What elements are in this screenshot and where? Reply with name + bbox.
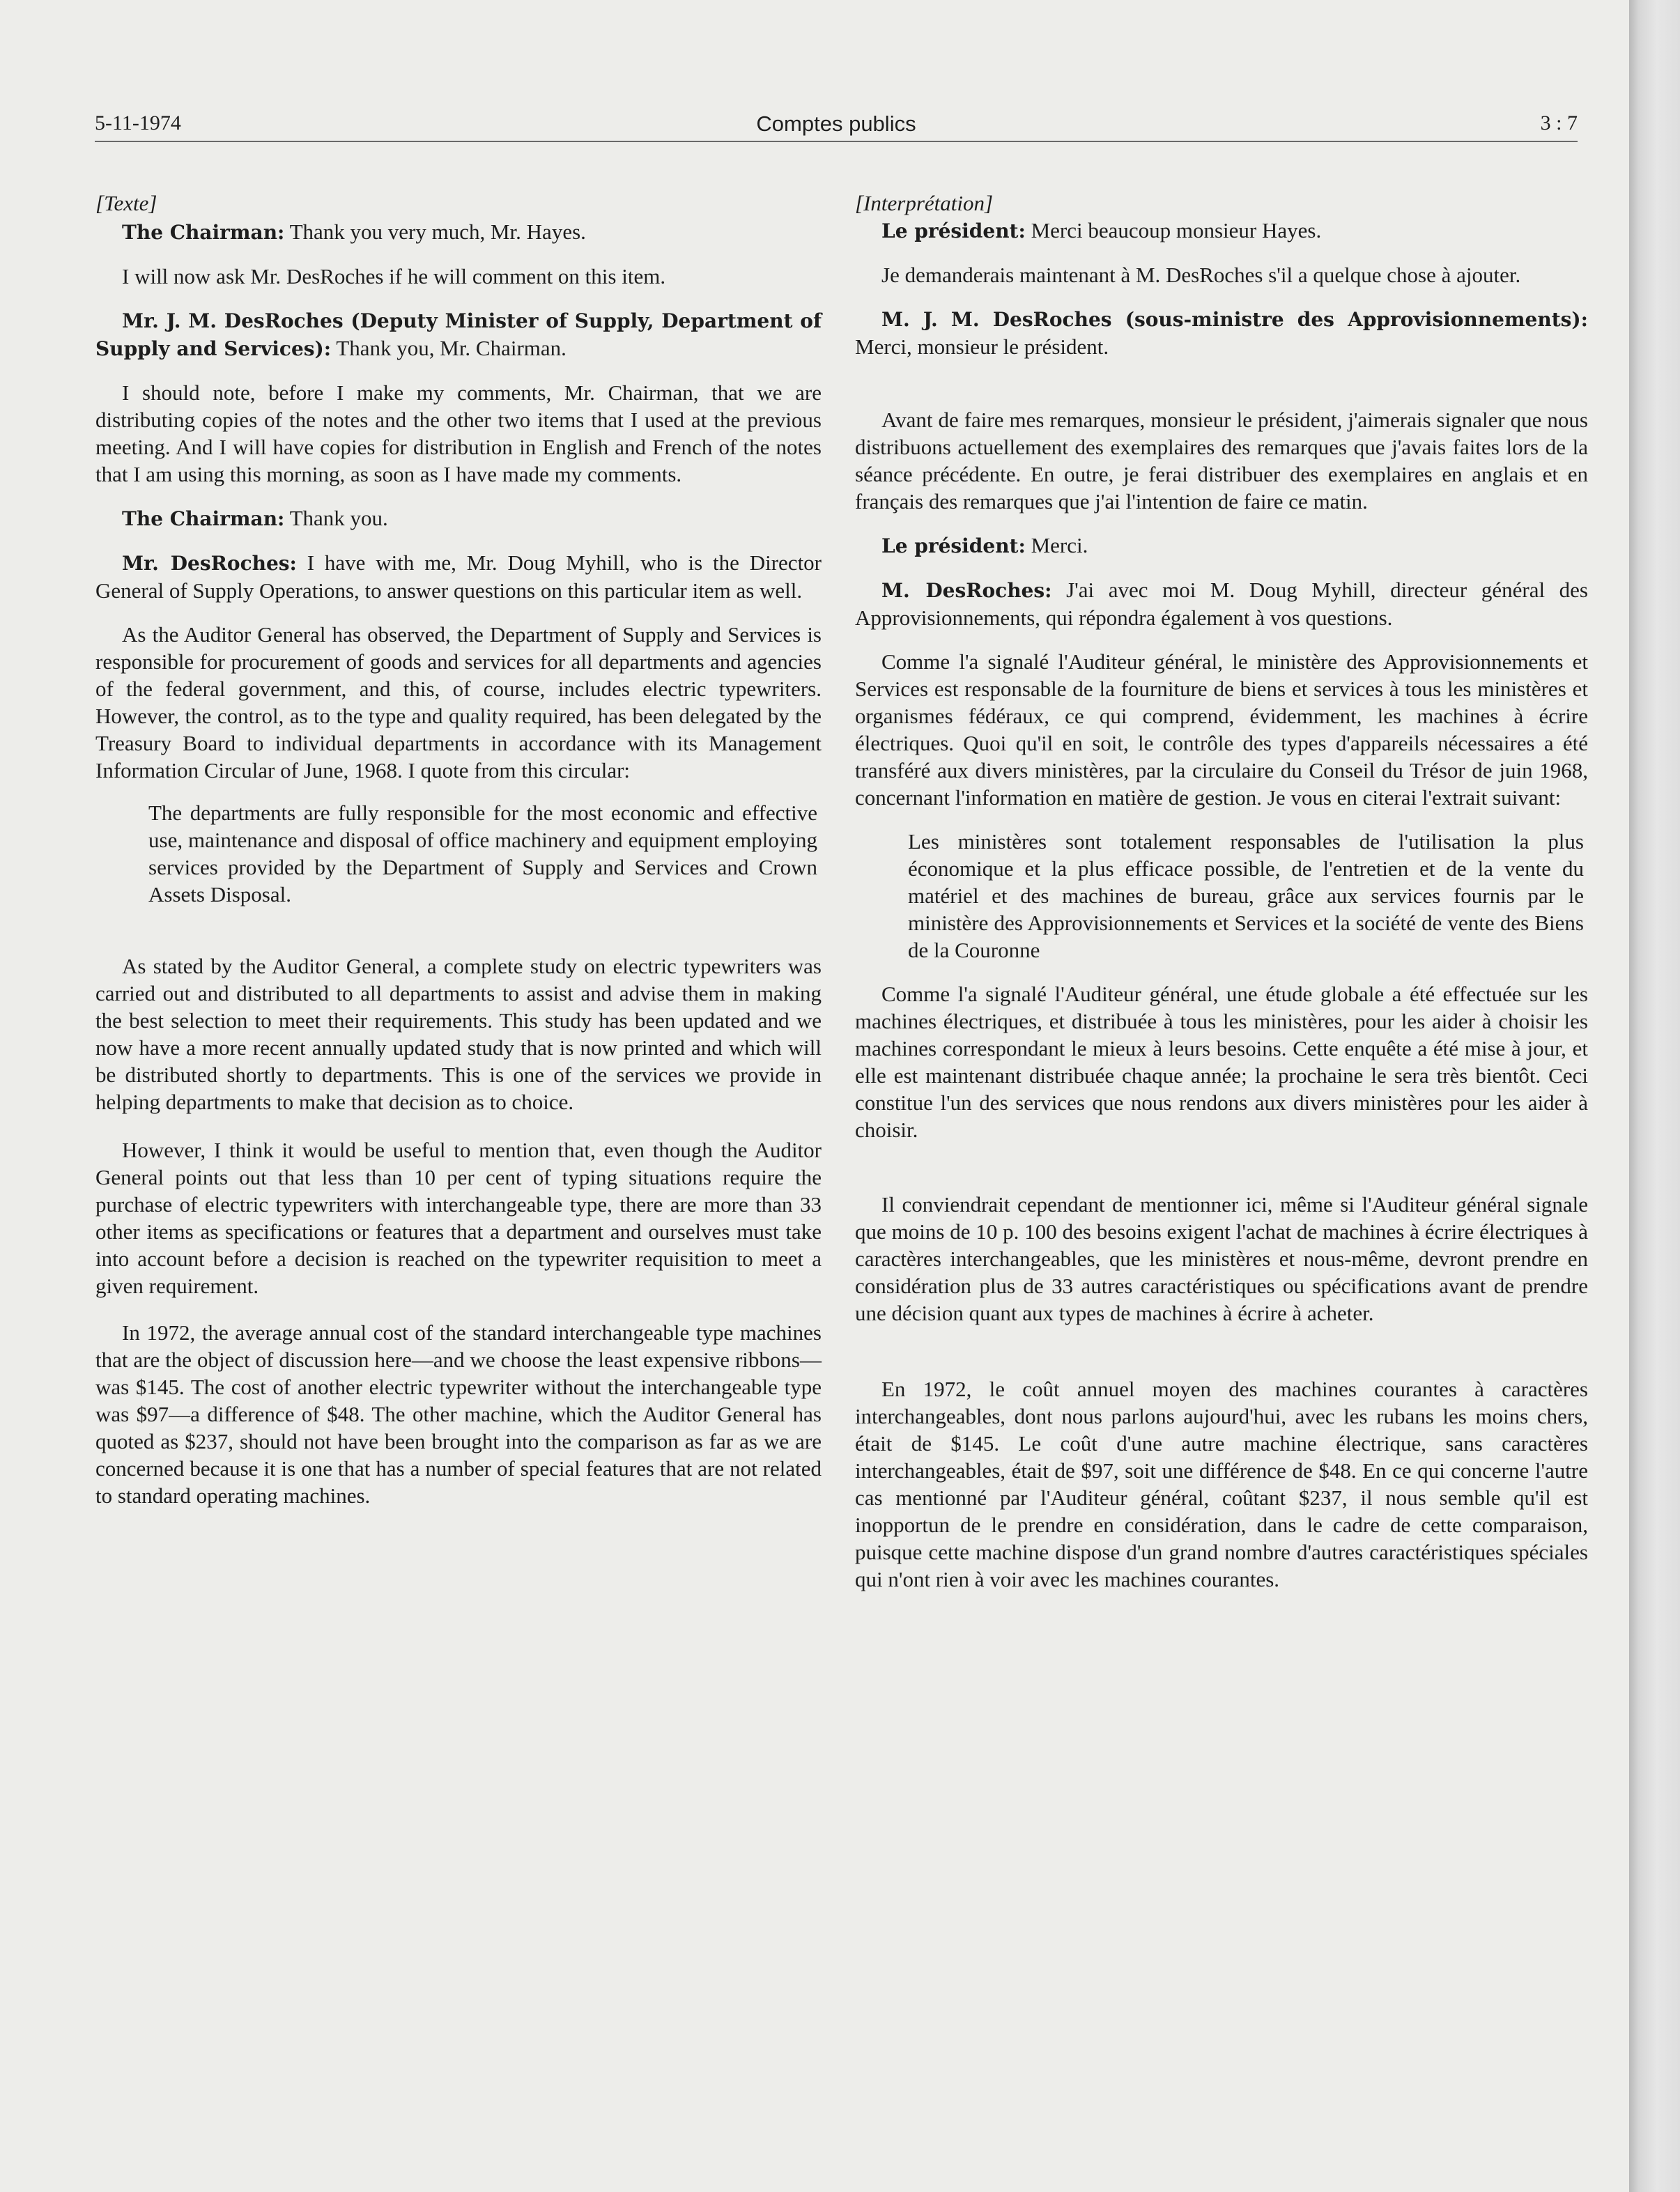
paragraph-text: I will now ask Mr. DesRoches if he will comment on this item. — [122, 264, 666, 288]
paragraph — [855, 305, 1588, 360]
paragraph — [95, 379, 822, 488]
page-header — [95, 109, 1578, 142]
paragraph-text: Thank you, Mr. Chairman. — [331, 336, 567, 360]
speaker-name: Mr. J. M. DesRoches (Deputy Minister of Supply, Department of Supply and Services): — [95, 309, 822, 360]
paragraph-text: As the Auditor General has observed, the Department of Supply and Services is responsible for procurement of goods and services for all departments and agencies of the federal government, and this, of course, includes electric typewriters. However, the control, as to the type and quality required, has been delegated by the Treasury Board to individual departments in accordance with its Management Information Circular of June, 1968. I quote from this circular: — [95, 622, 822, 782]
header-page-number: 3 : 7 — [1540, 111, 1578, 134]
paragraph — [855, 217, 1588, 245]
paragraph-text: Comme l'a signalé l'Auditeur général, le ministère des Approvisionnements et Services est responsable de la fourniture de biens et services à tous les ministères et organismes fédéraux, ce qui comprend, évidemment, les machines à écrire électriques. Quoi qu'il en soit, le contrôle des types d'appareils nécessaires a été transféré aux divers ministères, par la circulaire du Conseil du Trésor de juin 1968, concernant l'information en matière de gestion. Je vous en citerai l'extrait suivant: — [855, 649, 1588, 810]
english-column — [95, 190, 822, 1509]
paragraph-text: Il conviendrait cependant de mentionner ici, même si l'Auditeur général signale que moins de 10 p. 100 des besoins exigent l'achat de machines à écrire électriques à caractères interchangeables, que les ministères et nous-même, devront prendre en considération plus de 33 autres caractéristiques ou spécifications avant de prendre une décision quant aux types de machines à écrire à acheter. — [855, 1192, 1588, 1325]
language-tag: [Interprétation] — [855, 191, 994, 215]
paragraph-text: Avant de faire mes remarques, monsieur le président, j'aimerais signaler que nous distribuons actuellement des exemplaires des remarques que j'avais faites lors de la séance précédente. En outre, je ferai distribuer des exemplaires en anglais et en français des remarques que j'ai l'intention de faire ce matin. — [855, 408, 1588, 514]
page-edge-shadow — [1629, 0, 1680, 2192]
speaker-name: M. J. M. DesRoches (sous-ministre des Approvisionnements): — [881, 308, 1588, 331]
paragraph — [95, 263, 822, 290]
paragraph — [855, 980, 1588, 1143]
speaker-name: The Chairman: — [122, 507, 285, 530]
block-quote — [148, 799, 817, 908]
paragraph-text: I should note, before I make my comments, Mr. Chairman, that we are distributing copies of the notes and the other two items that I used at the previous meeting. And I will have copies for distribution in English and French of the notes that I am using this morning, as soon as I have made my comments. — [95, 380, 822, 486]
paragraph-text: Comme l'a signalé l'Auditeur général, une étude globale a été effectuée sur les machines électriques, et distribuée à tous les ministères, pour les aider à choisir les machines correspondant le mieux à leurs besoins. Cette enquête a été mise à jour, et elle est maintenant distribuée chaque année; la prochaine le sera très bientôt. Ceci constitue l'un des services que nous rendons aux divers ministères pour les aider à choisir. — [855, 982, 1588, 1142]
paragraph — [855, 648, 1588, 811]
paragraph — [95, 504, 822, 532]
paragraph-text: In 1972, the average annual cost of the standard interchangeable type machines that are the object of discussion here—and we choose the least expensive ribbons—was $145. The cost of another electric typewriter without the interchangeable type was $97—a difference of $48. The other machine, which the Auditor General has quoted as $237, should not have been brought into the comparison as far as we are concerned because it is one that has a number of special features that are not related to standard operating machines. — [95, 1320, 822, 1508]
paragraph-text: Thank you very much, Mr. Hayes. — [284, 219, 586, 244]
paragraph-text: I have with me, Mr. Doug Myhill, who is the Director General of Supply Operations, to answer questions on this particular item as well. — [95, 550, 822, 603]
speaker-name: Le président: — [881, 219, 1026, 242]
paragraph — [95, 307, 822, 362]
paragraph-text: As stated by the Auditor General, a complete study on electric typewriters was carried out and distributed to all departments to assist and advise them in making the best selection to meet their requirements. This study has been updated and we now have a more recent annually updated study that is now printed and which will be distributed shortly to departments. This is one of the services we provide in helping departments to make that decision as to choice. — [95, 954, 822, 1114]
french-column — [855, 190, 1588, 1593]
paragraph — [95, 549, 822, 604]
paragraph — [855, 532, 1588, 559]
paragraph-text: Je demanderais maintenant à M. DesRoches s'il a quelque chose à ajouter. — [881, 263, 1521, 287]
speaker-name: M. DesRoches: — [881, 579, 1052, 602]
paragraph — [855, 406, 1588, 515]
paragraph — [95, 952, 822, 1116]
paragraph-text: Thank you. — [284, 506, 388, 530]
paragraph — [855, 576, 1588, 631]
speaker-name: Mr. DesRoches: — [122, 552, 297, 575]
paragraph — [855, 1191, 1588, 1327]
header-date: 5-11-1974 — [95, 111, 181, 134]
paragraph — [95, 1136, 822, 1299]
paragraph-text: Merci. — [1025, 533, 1088, 557]
paragraph — [95, 218, 822, 246]
block-quote — [908, 828, 1584, 964]
paragraph — [95, 621, 822, 784]
language-tag: [Texte] — [95, 191, 157, 215]
paragraph-text: Merci beaucoup monsieur Hayes. — [1025, 218, 1322, 242]
paragraph — [95, 1319, 822, 1509]
paragraph — [855, 261, 1588, 288]
paragraph — [855, 1375, 1588, 1593]
speaker-name: Le président: — [881, 534, 1026, 557]
quote-text: Les ministères sont totalement responsables de l'utilisation la plus économique et la plus efficace possible, de l'entretien et de la vente du matériel et des machines de bureau, grâce aux services fournis par le ministère des Approvisionnements et Services et la société de vente des Biens de la Couronne — [908, 829, 1584, 962]
paragraph-text: Merci, monsieur le président. — [855, 334, 1109, 359]
header-title: Comptes publics — [756, 111, 916, 136]
paragraph-text: J'ai avec moi M. Doug Myhill, directeur général des Approvisionnements, qui répondra également à vos questions. — [855, 578, 1588, 630]
paragraph-text: En 1972, le coût annuel moyen des machines courantes à caractères interchangeables, dont nous parlons aujourd'hui, avec les rubans les moins chers, était de $145. Le coût d'une autre machine électrique, sans caractères interchangeables, était de $97, soit une différence de $48. En ce qui concerne l'autre cas mentionné par l'Auditeur général, coûtant $237, il nous semble qu'il est inopportun de le prendre en considération, dans le cadre de cette comparaison, puisque cette machine dispose d'un grand nombre d'autres caractéristiques spéciales qui n'ont rien à voir avec les machines courantes. — [855, 1377, 1588, 1591]
quote-text: The departments are fully responsible for the most economic and effective use, maintenance and disposal of office machinery and equipment employing services provided by the Department of Supply and Services and Crown Assets Disposal. — [148, 801, 817, 906]
speaker-name: The Chairman: — [122, 221, 285, 244]
paragraph-text: However, I think it would be useful to mention that, even though the Auditor General points out that less than 10 per cent of typing situations require the purchase of electric typewriters with interchangeable type, there are more than 33 other items as specifications or features that a department and ourselves must take into account before a decision is reached on the typewriter requisition to meet a given requirement. — [95, 1138, 822, 1298]
